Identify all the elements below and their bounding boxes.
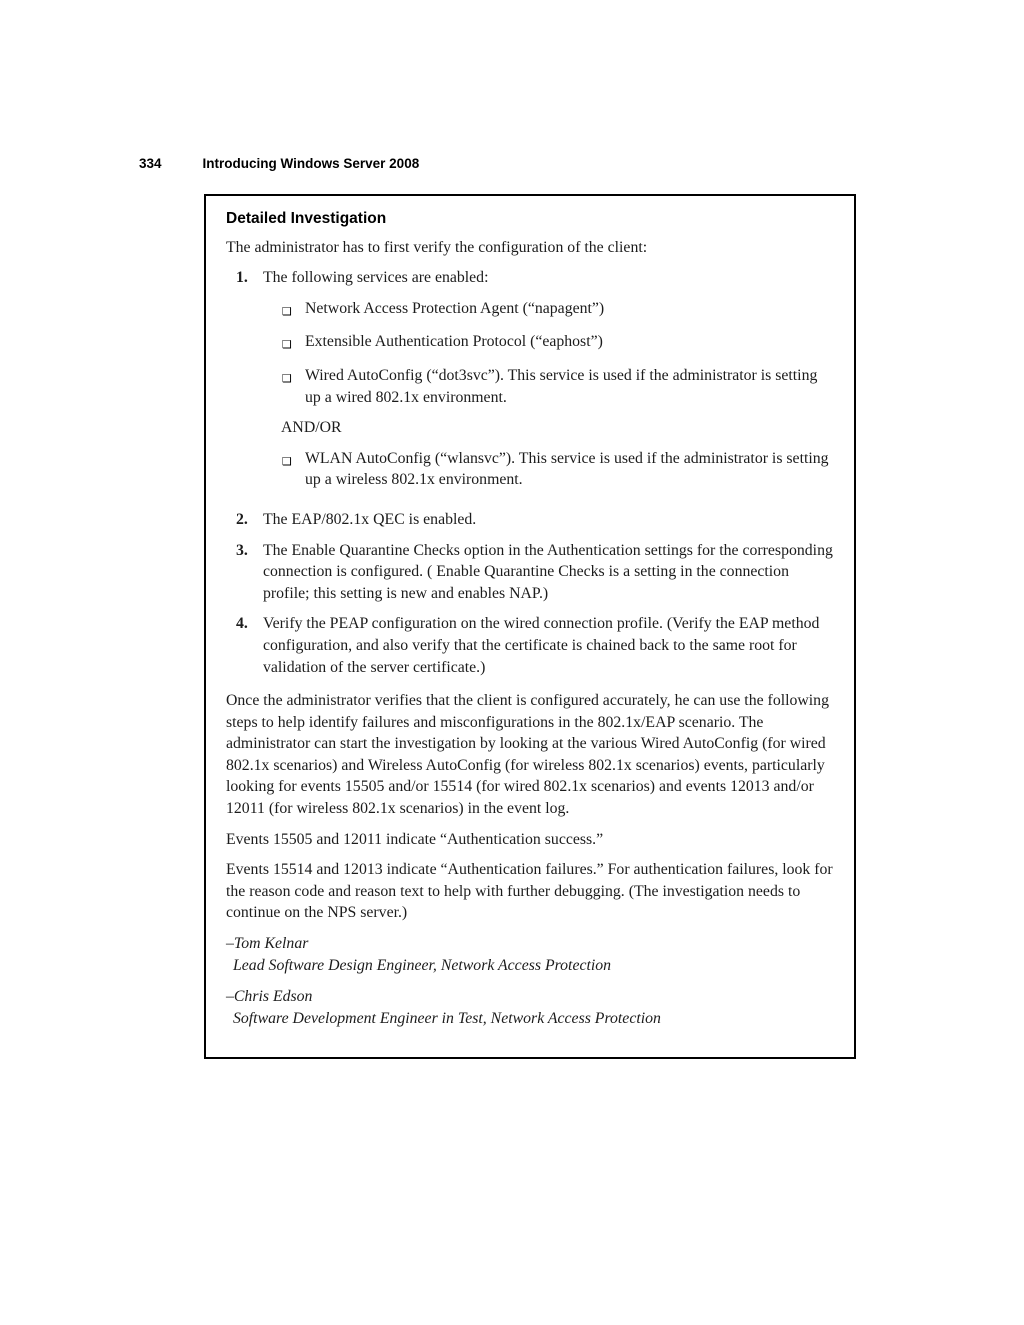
signature-title: Software Development Engineer in Test, Network Access Protection <box>233 1009 661 1027</box>
signatures <box>226 933 834 1029</box>
signature-title: Lead Software Design Engineer, Network Access Protection <box>233 956 612 974</box>
numbered-steps <box>226 267 834 678</box>
service-bullet <box>263 365 834 408</box>
signature-chris-edson <box>226 986 834 1029</box>
box-heading: Detailed Investigation <box>226 210 387 227</box>
step-3-number: 3. <box>236 541 248 559</box>
service-bullet <box>263 298 834 323</box>
checkbox-icon: ❑ <box>282 454 292 468</box>
signature-tom-kelnar <box>226 933 834 976</box>
signature-name: –Chris Edson <box>226 988 313 1006</box>
step-4-text: Verify the PEAP configuration on the wired connection profile. (Verify the EAP method configuration, and also verify that the certificate is chained back to the same root for validation of the server certificate.) <box>263 615 820 676</box>
step-3-text: The Enable Quarantine Checks option in the Authentication settings for the corresponding connection is configured. ( Enable Quarantine Checks is a setting in the connection profile; this setting is new and enables NAP.) <box>263 541 833 602</box>
checkbox-icon: ❑ <box>282 304 292 318</box>
step-4-number: 4. <box>236 615 248 633</box>
paragraph: Once the administrator verifies that the client is configured accurately, he can use the following steps to help identify failures and misconfigurations in the 802.1x/EAP scenario. The administrator can start the investigation by looking at the various Wired AutoConfig (for wired 802.1x scenarios) and Wireless AutoConfig (for wireless 802.1x scenarios) events, particularly looking for events 15505 and/or 15514 (for wired 802.1x scenarios) and events 12013 and/or 12011 (for wireless 802.1x scenarios) in the event log. <box>226 692 829 818</box>
book-title: Introducing Windows Server 2008 <box>202 156 420 171</box>
signature-name: –Tom Kelnar <box>226 935 309 953</box>
running-head <box>139 156 419 171</box>
step-1-text: The following services are enabled: <box>263 269 489 287</box>
service-bullet <box>263 448 834 491</box>
step-1-number: 1. <box>236 269 248 287</box>
page-number: 334 <box>139 156 162 171</box>
service-bullet <box>263 331 834 356</box>
step-3 <box>226 540 834 605</box>
checkbox-icon: ❑ <box>282 338 292 352</box>
bullet-text: Wired AutoConfig (“dot3svc”). This service is used if the administrator is setting up a wired 802.1x environment. <box>305 366 818 406</box>
step-4 <box>226 613 834 678</box>
checkbox-icon: ❑ <box>282 371 292 385</box>
step-2-number: 2. <box>236 510 248 528</box>
step-2-text: The EAP/802.1x QEC is enabled. <box>263 510 477 528</box>
intro-paragraph: The administrator has to first verify the configuration of the client: <box>226 238 648 256</box>
step-1 <box>226 267 834 500</box>
bullet-text: Extensible Authentication Protocol (“eaphost”) <box>305 333 603 351</box>
paragraph: Events 15505 and 12011 indicate “Authentication success.” <box>226 830 604 848</box>
step-2 <box>226 509 834 531</box>
body-paragraphs <box>226 690 834 924</box>
bullet-text: Network Access Protection Agent (“napagent”) <box>305 299 605 317</box>
paragraph: Events 15514 and 12013 indicate “Authentication failures.” For authentication failures, look for the reason code and reason text to help with further debugging. (The investigation needs to continue on the NPS server.) <box>226 861 833 922</box>
bullet-text: WLAN AutoConfig (“wlansvc”). This service is used if the administrator is setting up a wireless 802.1x environment. <box>305 449 829 489</box>
detailed-investigation-box <box>204 194 856 1059</box>
step-1-body <box>263 267 834 500</box>
and-or-connector: AND/OR <box>281 419 342 437</box>
